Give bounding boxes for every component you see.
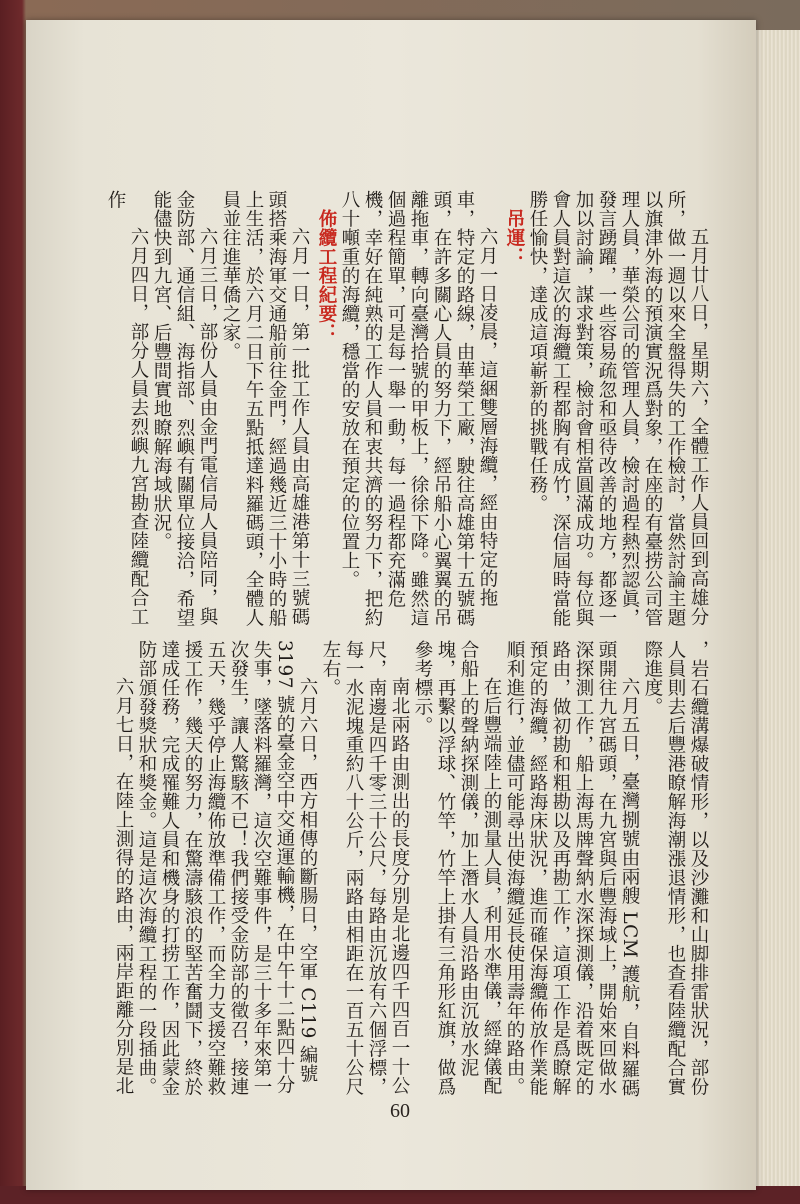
body-paragraph: 六月六日，西方相傳的斷腸日，空軍 C119 編號 3197 號的臺金空中交通運輸機，在中午十二點四十分失事，墜落料羅灣，這次空難事件，是三十多年來第一次發生，讓人驚駭不已！我們接受金防部的徵召，接連五天，幾乎停止海纜佈放準備工作，而全力支援空難救援工作，幾天的努力，在驚濤駭浪的堅苦奮鬪下，終於達成任務，完成罹難人員和機身的打捞工作，因此蒙金防部頒發獎狀和獎金。這是這次海纜工程的一段插曲。	[136, 640, 318, 1096]
section-heading: 佈纜工程紀要：	[316, 208, 337, 342]
body-paragraph: 六月四日，部分人員去烈嶼九宮勘查陸纜配合工作	[105, 190, 149, 626]
top-vertical-text	[45, 190, 710, 630]
bottom-vertical-text	[45, 640, 710, 1110]
body-paragraph: 南北兩路由測出的長度分別是北邊四千四百一十公尺，南邊是四千零三十公尺，每路由沉放有六個浮標，每一水泥塊重約八十公斤，兩路由相距在一百五十公尺左右。	[320, 640, 410, 1096]
body-paragraph: 六月七日，在陸上測得的路由，兩岸距離分別是北	[113, 677, 134, 1095]
body-paragraph: 六月一日凌晨，這綑雙層海纜，經由特定的拖車，特定的路線，由華榮工廠，駛往高雄第十五號碼頭，在許多關心人員的努力下，經吊船小心翼翼的吊離拖車，轉向臺灣拾號的甲板上，徐徐下降。雖然這個過程簡單，可是每一舉一動，每一過程都充滿危機，幸好在純熟的工作人員和衷共濟的努力下，把約八十噸重的海纜，穩當的安放在預定的位置上。	[339, 190, 498, 627]
bottom-text-band	[45, 640, 710, 1110]
section-heading: 吊運：	[504, 208, 525, 266]
body-paragraph: 六月一日，第一批工作人員由高雄港第十三號碼頭搭乘海軍交通船前往金門，經過幾近三十小時的船上生活，於六月二日下午五點抵達料羅碼頭，全體人員並往進華僑之家。	[220, 190, 310, 627]
body-paragraph: 六月五日，臺灣捌號由兩艘 LCM 護航，自料羅碼頭開往九宮碼頭，在九宮與后豐海域上，開始來回做水深探測工作，船上海馬牌聲納水深探測儀，沿着既定的路由，做初勘和粗勘以及再勘工作，這項工作是爲瞭解預定的海纜，經路海床狀況，進而確保海纜佈放作業能順利進行，並儘可能尋出使海纜延長使用壽年的路由。	[504, 640, 640, 1098]
body-paragraph: 在后豐端陸上的測量人員，利用水準儀，經緯儀配合船上的聲納探測儀，加上潛水人員沿路由沉放水泥塊，再繫以浮球、竹竿，竹竿上掛有三角形紅旗，做爲參考標示。	[412, 640, 502, 1096]
body-paragraph: 五月廿八日，星期六，全體工作人員回到高雄分所，做一週以來全盤得失的工作檢討，當然討論主題以旗津外海的預演實況爲對象，在座的有臺捞公司管理人員，華榮公司的管理人員，檢討過程熱烈認眞，發言踴躍，一些容易疏忽和亟待改善的地方，都逐一加以討論，謀求對策，檢討會相當圓滿成功。每位與會人員對這次的海纜工程都胸有成竹，深信屆時當能勝任愉快，達成這項嶄新的挑戰任務。	[527, 190, 709, 627]
page-number: 60	[390, 1100, 410, 1122]
page-edges	[756, 30, 800, 1190]
body-paragraph: ，岩石纜溝爆破情形，以及沙灘和山脚排雷狀況，部份人員則去后豐港瞭解海潮漲退情形，也查看陸纜配合實際進度。	[642, 640, 709, 1096]
top-text-band	[45, 190, 710, 630]
body-paragraph: 六月三日，部份人員由金門電信局人員陪同，與金防部、通信組、海指部、烈嶼有關單位接洽，希望能儘快到九宮、后豐間實地瞭解海域狀況。	[151, 190, 218, 627]
